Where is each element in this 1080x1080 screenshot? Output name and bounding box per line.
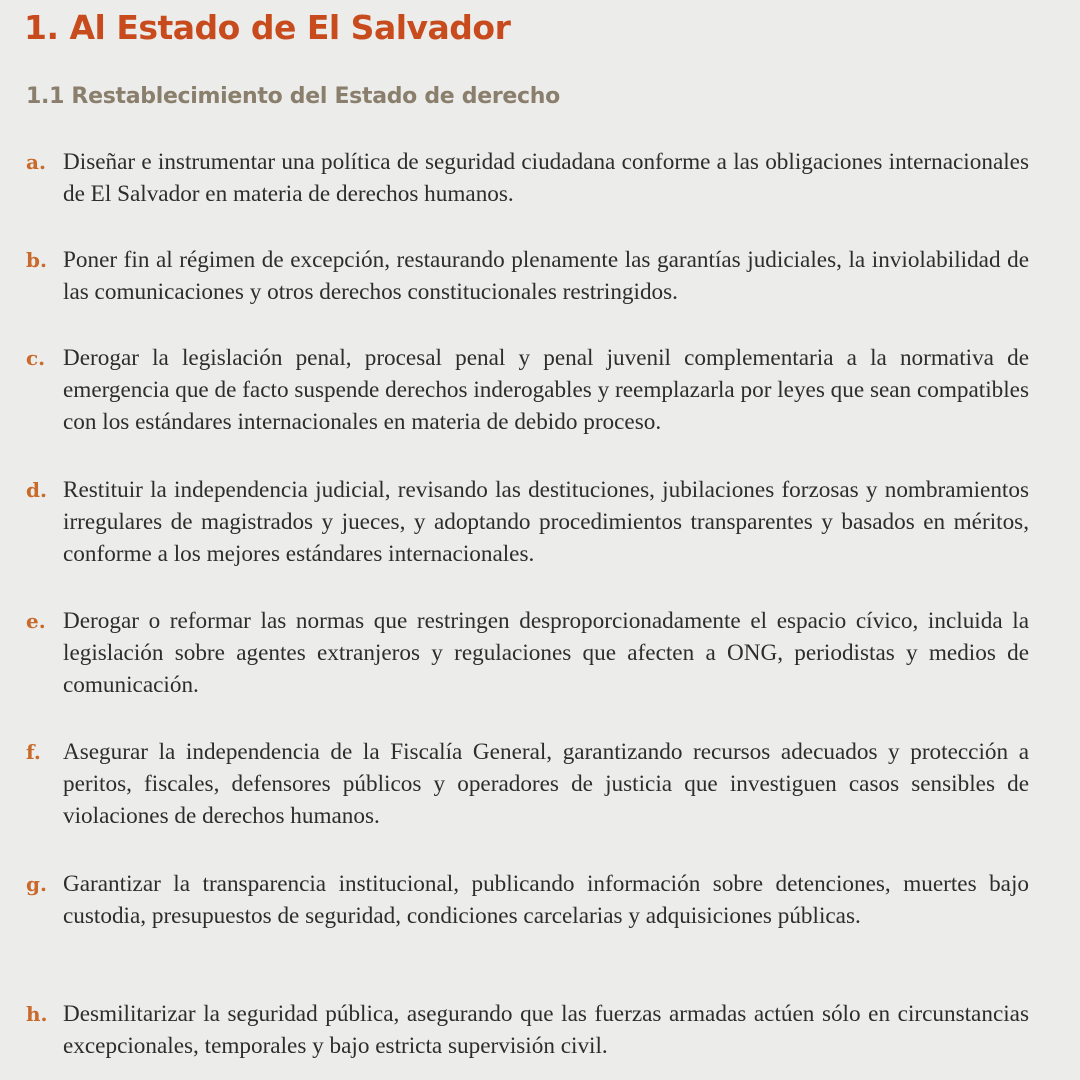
item-letter: g. — [26, 872, 47, 896]
item-text: Restituir la independencia judicial, revisando las destituciones, jubilaciones forzosas y nombramientos irregulares de magistrados y jueces, y adoptando procedimientos transparentes y basados en méritos, conforme a los mejores estándares internacionales. — [63, 477, 1029, 567]
subsection-title: 1.1 Restablecimiento del Estado de derecho — [26, 84, 560, 109]
item-text: Garantizar la transparencia institucional, publicando información sobre detenciones, muertes bajo custodia, presupuestos de seguridad, condiciones carcelarias y adquisiciones públicas. — [63, 871, 1029, 929]
item-text: Diseñar e instrumentar una política de seguridad ciudadana conforme a las obligaciones internacionales de El Salvador en materia de derechos humanos. — [63, 149, 1029, 207]
list-item — [26, 244, 1036, 308]
item-letter: d. — [26, 478, 47, 502]
item-letter: a. — [26, 150, 46, 174]
item-text: Derogar o reformar las normas que restringen desproporcionadamente el espacio cívico, incluida la legislación sobre agentes extranjeros y regulaciones que afecten a ONG, periodistas y medios de comunicación. — [63, 608, 1029, 698]
list-item — [26, 868, 1036, 932]
list-item — [26, 474, 1036, 570]
item-letter: h. — [26, 1002, 48, 1026]
item-text: Asegurar la independencia de la Fiscalía General, garantizando recursos adecuados y protección a peritos, fiscales, defensores públicos y operadores de justicia que investiguen casos sensibles de violaciones de derechos humanos. — [63, 739, 1029, 829]
list-item — [26, 605, 1036, 701]
item-letter: b. — [26, 248, 47, 272]
item-letter: f. — [26, 740, 41, 764]
item-text: Poner fin al régimen de excepción, restaurando plenamente las garantías judiciales, la inviolabilidad de las comunicaciones y otros derechos constitucionales restringidos. — [63, 247, 1029, 305]
list-item — [26, 736, 1036, 832]
item-letter: c. — [26, 346, 46, 370]
list-item — [26, 342, 1036, 438]
section-title: 1. Al Estado de El Salvador — [24, 8, 511, 47]
item-letter: e. — [26, 609, 46, 633]
list-item — [26, 998, 1036, 1062]
item-text: Derogar la legislación penal, procesal penal y penal juvenil complementaria a la normativa de emergencia que de facto suspende derechos inderogables y reemplazarla por leyes que sean compatibles con los estándares internacionales en materia de debido proceso. — [63, 345, 1029, 435]
item-text: Desmilitarizar la seguridad pública, asegurando que las fuerzas armadas actúen sólo en circunstancias excepcionales, temporales y bajo estricta supervisión civil. — [63, 1001, 1029, 1059]
list-item — [26, 146, 1036, 210]
